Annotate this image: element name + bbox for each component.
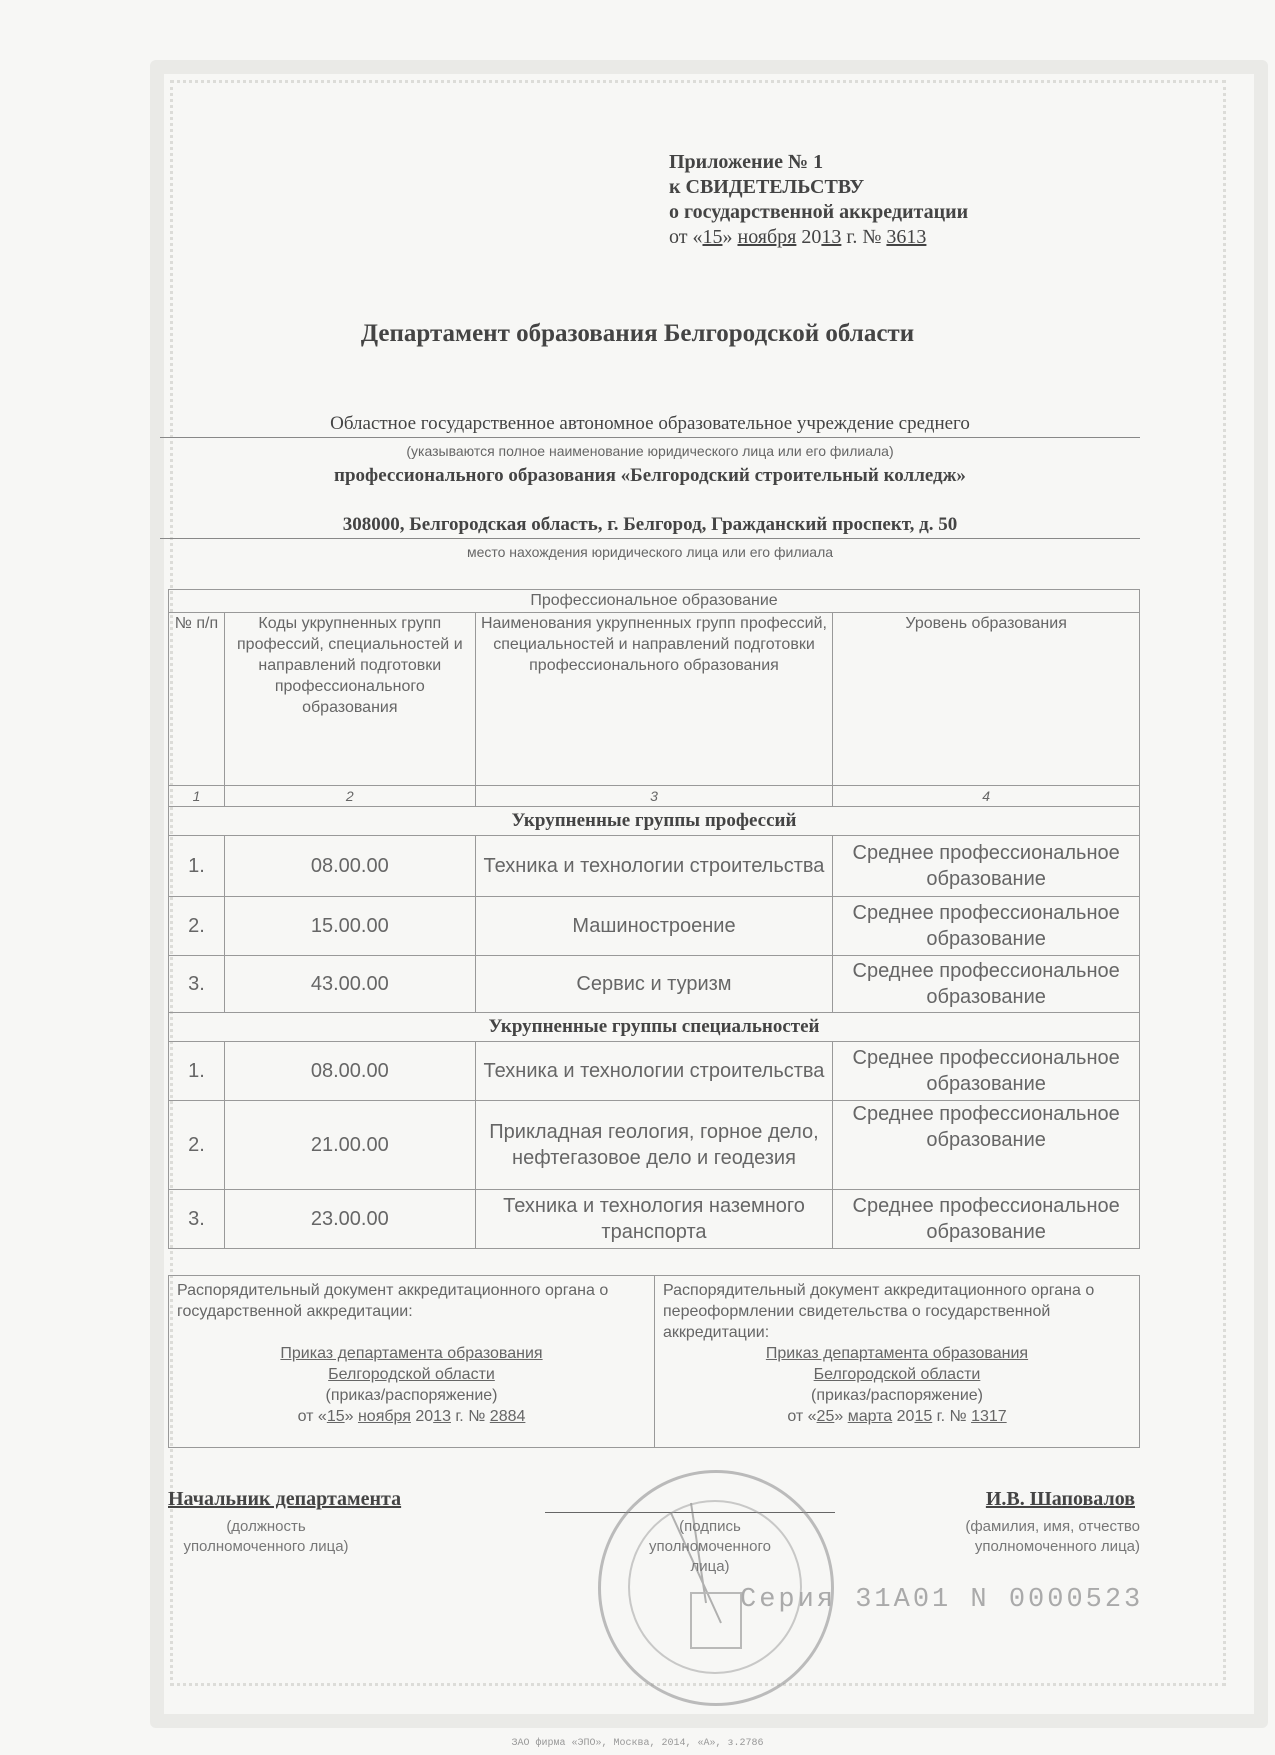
name-label: (фамилия, имя, отчество уполномоченного лица): [965, 1518, 1140, 1555]
appendix-accreditation: о государственной аккредитации: [669, 201, 969, 223]
order-date: от «15» ноября 2013 г. № 2884: [297, 1408, 526, 1425]
order-reissue: [654, 1275, 1140, 1448]
row-number: 3.: [169, 1190, 225, 1249]
order-accreditation: [168, 1275, 655, 1448]
appendix-header: [669, 150, 968, 250]
appendix-number: Приложение № 1: [669, 151, 824, 173]
org-name-line2: профессионального образования «Белгородский строительный колледж»: [334, 465, 966, 486]
section-title: Укрупненные группы специальностей: [169, 1013, 1140, 1042]
row-level: Среднее профессиональное образование: [833, 956, 1140, 1013]
header-code: Коды укрупненных групп профессий, специальностей и направлений подготовки профессионального образования: [224, 613, 475, 786]
signature-label: (подпись уполномоченного лица): [649, 1518, 771, 1575]
order-doc: Приказ департамента образования: [280, 1345, 543, 1362]
row-name: Техника и технология наземного транспорта: [475, 1190, 833, 1249]
column-number: 1: [169, 786, 225, 807]
header-level: Уровень образования: [833, 613, 1140, 786]
order-heading: Распорядительный документ аккредитационного органа о государственной аккредитации:: [177, 1282, 609, 1320]
order-heading: Распорядительный документ аккредитационного органа о переоформлении свидетельства о государственной аккредитации:: [663, 1282, 1095, 1341]
row-code: 21.00.00: [224, 1101, 475, 1190]
row-name: Техника и технологии строительства: [475, 836, 833, 897]
signer-position: Начальник департамента: [168, 1488, 402, 1510]
table-row: [169, 956, 1140, 1013]
appendix-to-certificate: к СВИДЕТЕЛЬСТВУ: [669, 176, 865, 198]
section-title: Укрупненные группы профессий: [169, 807, 1140, 836]
row-code: 08.00.00: [224, 1042, 475, 1101]
row-number: 1.: [169, 1042, 225, 1101]
row-number: 3.: [169, 956, 225, 1013]
table-row: [169, 1101, 1140, 1190]
order-doc: Белгородской области: [813, 1366, 981, 1383]
row-name: Техника и технологии строительства: [475, 1042, 833, 1101]
column-number: 3: [475, 786, 833, 807]
department-title: Департамент образования Белгородской области: [360, 320, 915, 347]
table-row: [169, 1042, 1140, 1101]
position-label: (должность уполномоченного лица): [183, 1518, 349, 1555]
row-name: Сервис и туризм: [475, 956, 833, 1013]
order-doc: Белгородской области: [328, 1366, 495, 1383]
table-row: [169, 836, 1140, 897]
table-row: [169, 1190, 1140, 1249]
row-number: 2.: [169, 1101, 225, 1190]
table-caption: Профессиональное образование: [169, 590, 1140, 613]
row-code: 08.00.00: [224, 836, 475, 897]
row-level: Среднее профессиональное образование: [833, 897, 1140, 956]
order-doc: Приказ департамента образования: [765, 1345, 1029, 1362]
order-type: (приказ/распоряжение): [325, 1387, 498, 1404]
row-level: Среднее профессиональное образование: [833, 1042, 1140, 1101]
header-name: Наименования укрупненных групп профессий, специальностей и направлений подготовки профессионального образования: [475, 613, 833, 786]
accreditation-table: [168, 589, 1140, 1249]
header-number: № п/п: [169, 613, 225, 786]
row-name: Прикладная геология, горное дело, нефтегазовое дело и геодезия: [475, 1101, 833, 1190]
org-address-label: место нахождения юридического лица или его филиала: [466, 544, 834, 560]
printer-footer: ЗАО фирма «ЭПО», Москва, 2014, «А», з.2786: [511, 1738, 764, 1749]
signer-name: И.В. Шаповалов: [985, 1488, 1135, 1510]
order-type: (приказ/распоряжение): [810, 1387, 984, 1404]
column-number: 2: [224, 786, 475, 807]
row-number: 1.: [169, 836, 225, 897]
row-level: Среднее профессиональное образование: [833, 1190, 1140, 1249]
org-name-label: (указываются полное наименование юридического лица или его филиала): [406, 443, 894, 459]
row-code: 23.00.00: [224, 1190, 475, 1249]
org-name-line1: Областное государственное автономное образовательное учреждение среднего: [160, 413, 1140, 438]
row-name: Машиностроение: [475, 897, 833, 956]
row-level: Среднее профессиональное образование: [833, 1101, 1140, 1190]
org-address: 308000, Белгородская область, г. Белгород, Гражданский проспект, д. 50: [160, 514, 1140, 539]
row-code: 43.00.00: [224, 956, 475, 1013]
row-number: 2.: [169, 897, 225, 956]
form-series-number: Серия 31А01 N 0000523: [740, 1585, 1144, 1615]
table-row: [169, 897, 1140, 956]
appendix-date: от «15» ноября 2013 г. № 3613: [669, 226, 927, 248]
column-number: 4: [833, 786, 1140, 807]
row-code: 15.00.00: [224, 897, 475, 956]
order-date: от «25» марта 2015 г. № 1317: [787, 1408, 1007, 1425]
row-level: Среднее профессиональное образование: [833, 836, 1140, 897]
